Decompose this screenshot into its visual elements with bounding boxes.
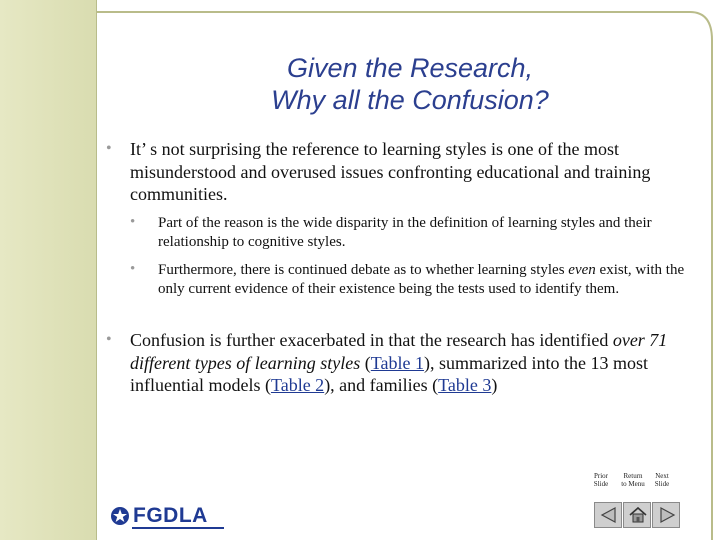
- subbullet-dot-icon: •: [130, 214, 136, 230]
- triangle-left-icon: [599, 506, 619, 524]
- subbullet-1: [130, 214, 688, 252]
- slide-title: [130, 52, 690, 116]
- bullet-dot-icon: •: [106, 331, 112, 348]
- prev-slide-button[interactable]: [594, 502, 622, 528]
- table-1-link[interactable]: Table 1: [370, 352, 425, 373]
- fgdla-logo: [110, 503, 208, 529]
- left-accent-band: [0, 0, 96, 540]
- subbullet-dot-icon: •: [130, 261, 136, 277]
- bullet-2: [106, 329, 695, 397]
- subbullet-2: [130, 261, 688, 299]
- subbullet-1-text: Part of the reason is the wide disparity in the definition of learning styles and their relationship to cognitive styles.: [158, 215, 652, 250]
- bullet-2-mid2: ), summarized into the 13 most influential models (: [130, 352, 648, 395]
- subbullet-2-pre: Furthermore, there is continued debate as to whether learning styles: [158, 262, 569, 278]
- bullet-1-text: It’ s not surprising the reference to learning styles is one of the most misunderstood and overused issues confronting educational and training communities.: [130, 139, 651, 204]
- bullet-2-mid3: ), and families (: [324, 375, 439, 395]
- bullet-2-pre: Confusion is further exacerbated in that the research has identified: [130, 330, 613, 350]
- logo-underline: [132, 527, 224, 529]
- logo-text: FGDLA: [133, 504, 208, 527]
- next-slide-button[interactable]: [652, 502, 680, 528]
- home-icon: [628, 506, 648, 524]
- bullet-2-post: ): [491, 375, 498, 395]
- bullet-dot-icon: •: [106, 140, 112, 157]
- table-2-link[interactable]: Table 2: [270, 375, 325, 395]
- subbullet-2-post: exist, with the only current evidence of their existence being the tests used to identify them.: [158, 262, 685, 297]
- bullet-2-mid1: (: [360, 352, 371, 373]
- nav-label-prior: Prior Slide: [593, 472, 609, 488]
- title-line-1: Given the Research,: [286, 53, 534, 83]
- title-line-2: Why all the Confusion?: [271, 85, 549, 115]
- nav-label-next: Next Slide: [654, 472, 670, 488]
- bullet-2-italic: over 71 different types of learning styles: [130, 330, 668, 373]
- subbullet-2-italic: even: [568, 262, 596, 278]
- triangle-right-icon: [657, 506, 677, 524]
- return-menu-button[interactable]: [623, 502, 651, 528]
- nav-label-return: Return to Menu: [621, 472, 645, 488]
- bullet-1: [106, 138, 690, 206]
- star-seal-icon: [110, 506, 130, 526]
- table-3-link[interactable]: Table 3: [438, 375, 492, 395]
